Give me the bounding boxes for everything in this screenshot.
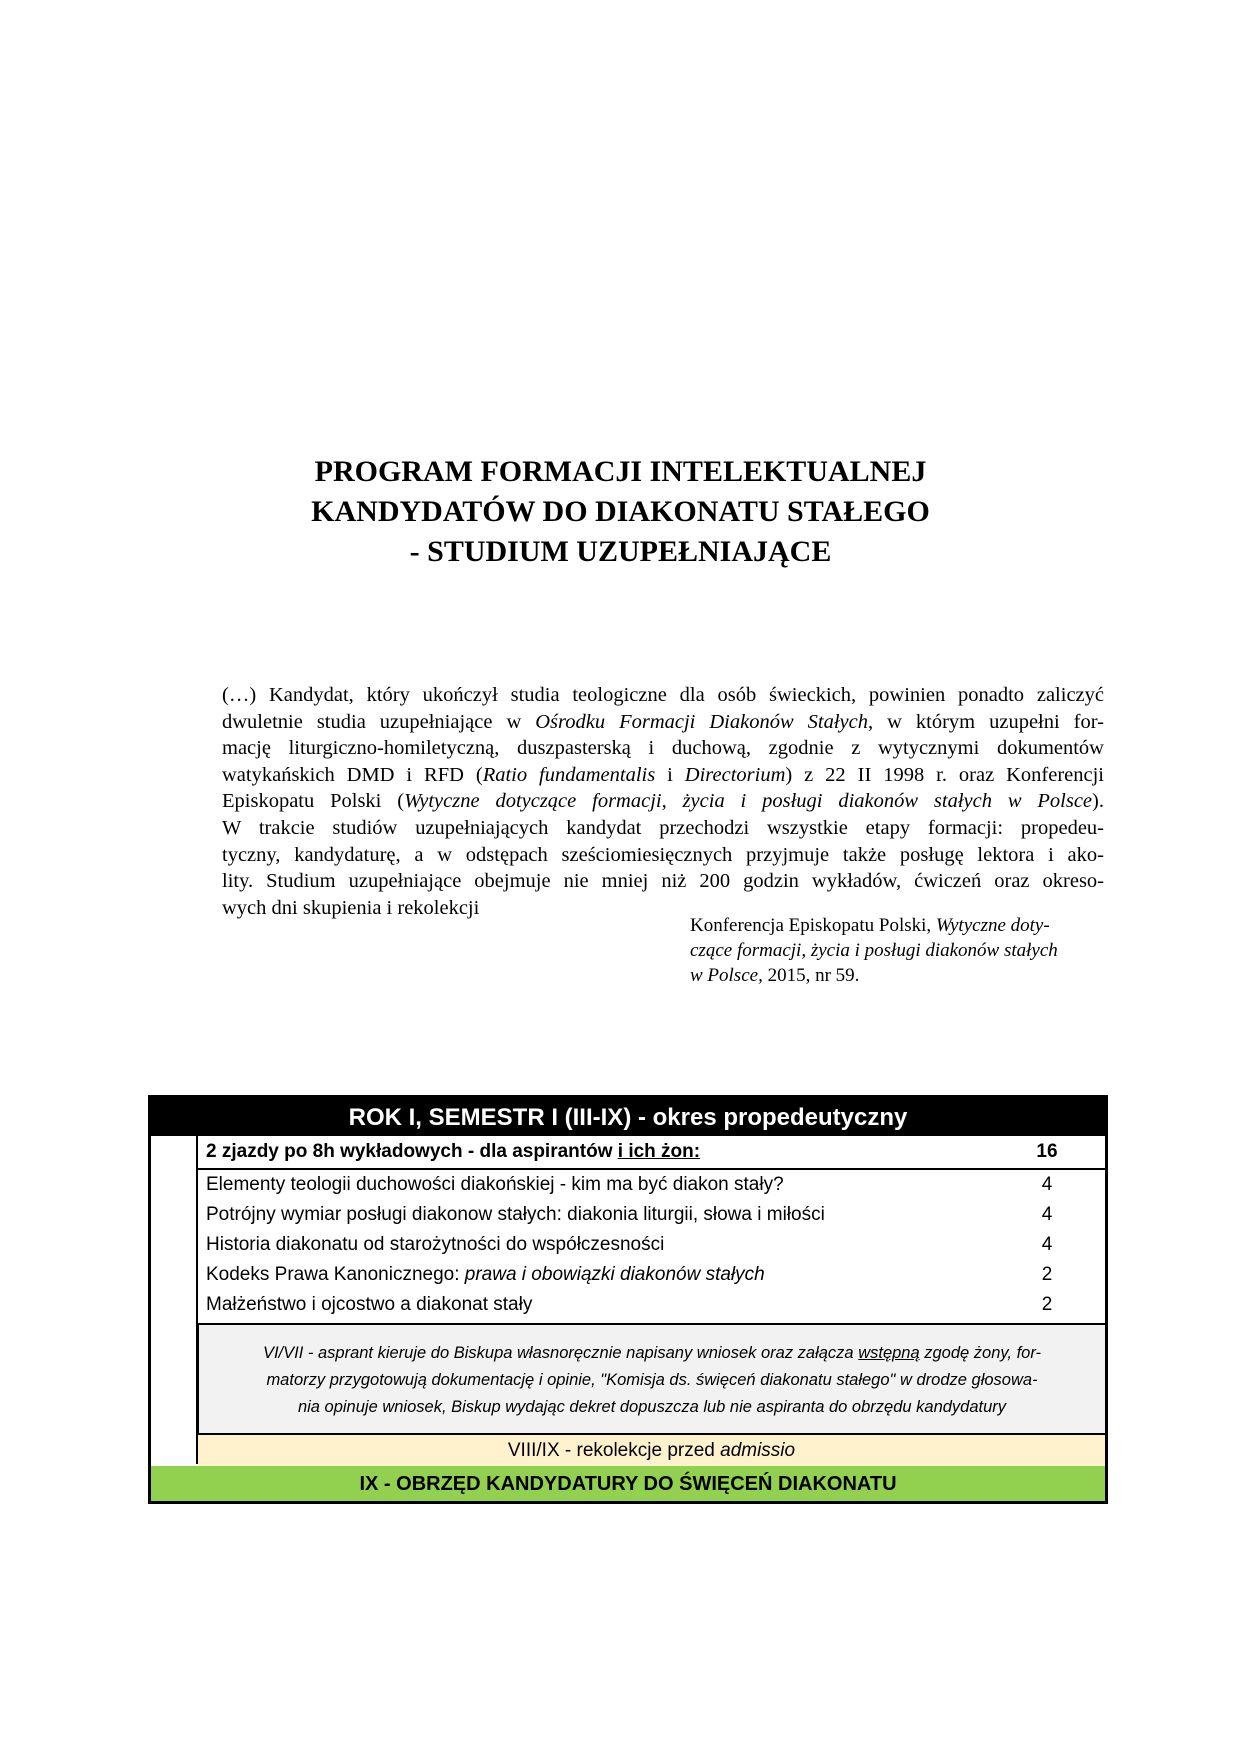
- quote-line: mację liturgiczno-homiletyczną, duszpasterską i duchową, zgodnie z wytycznymi dokumentów: [222, 737, 1104, 760]
- quote-line: wych dni skupienia i rekolekcji: [222, 896, 480, 919]
- quote-line: (…) Kandydat, który ukończył studia teologiczne dla osób świeckich, powinien ponadto zaliczyć: [222, 684, 1104, 706]
- procedure-note: [198, 1323, 1105, 1435]
- table-row: [198, 1230, 1105, 1260]
- retreat-row: [198, 1435, 1105, 1468]
- quote-text: ).: [1092, 790, 1104, 813]
- citation-italic: w Polsce,: [690, 965, 763, 986]
- citation: [690, 913, 1100, 988]
- table-row: [198, 1260, 1105, 1290]
- summary-hours: 16: [1036, 1141, 1058, 1162]
- title-line-2: KANDYDATÓW DO DIAKONATU STAŁEGO: [311, 495, 930, 528]
- row-hours: 4: [1041, 1204, 1053, 1225]
- note-text: VI/VII - asprant kieruje do Biskupa własnoręcznie napisany wniosek oraz załącza: [262, 1344, 859, 1362]
- citation-text: Konferencja Episkopatu Polski,: [690, 915, 936, 936]
- row-hours: 4: [1041, 1234, 1053, 1255]
- citation-line: [690, 963, 1100, 988]
- note-text: zgodę żony, for-: [919, 1344, 1042, 1362]
- quote-text: watykańskich DMD i RFD (: [222, 763, 483, 786]
- note-line: nia opinuje wniosek, Biskup wydając dekret dopuszcza lub nie aspiranta do obrzędu kandydatury: [297, 1398, 1007, 1416]
- row-label: Kodeks Prawa Kanonicznego:: [206, 1264, 465, 1285]
- row-label: Małżeństwo i ojcostwo a diakonat stały: [206, 1294, 533, 1315]
- quote-line: lity. Studium uzupełniające obejmuje nie mniej niż 200 godzin wykładów, ćwiczeń oraz okreso-: [222, 870, 1104, 893]
- row-hours: 2: [1041, 1294, 1053, 1315]
- quote-text: , w którym uzupełni for-: [867, 710, 1104, 733]
- quote-text: i: [655, 763, 685, 786]
- row-label: Historia diakonatu od starożytności do współczesności: [206, 1234, 665, 1255]
- quote-italic: Wytyczne dotyczące formacji, życia i posługi diakonów stałych w Polsce: [404, 790, 1093, 813]
- row-hours: 4: [1041, 1174, 1053, 1195]
- retreat-text: VIII/IX - rekolekcje przed: [507, 1440, 721, 1461]
- quote-line: [222, 762, 1104, 789]
- row-label: Potrójny wymiar posługi diakonow stałych: diakonia liturgii, słowa i miłości: [206, 1204, 825, 1225]
- summary-row: [198, 1136, 1105, 1170]
- title-line-1: PROGRAM FORMACJI INTELEKTUALNEJ: [314, 455, 927, 488]
- summary-label-underlined: i ich żon:: [617, 1141, 701, 1162]
- row-label-italic: prawa i obowiązki diakonów stałych: [464, 1264, 765, 1285]
- quote-italic: Ratio fundamentalis: [482, 763, 656, 786]
- row-label: Elementy teologii duchowości diakońskiej - kim ma być diakon stały?: [206, 1174, 784, 1195]
- quote-line: W trakcie studiów uzupełniających kandydat przechodzi wszystkie etapy formacji: propedeu-: [222, 816, 1104, 839]
- quote-paragraph: [222, 682, 1104, 921]
- note-line: matorzy przygotowują dokumentację i opinie, "Komisja ds. święceń diakonatu stałego" w drodze głosowa-: [266, 1371, 1038, 1389]
- table-row: [198, 1290, 1105, 1320]
- note-underlined: wstępną: [858, 1344, 920, 1362]
- row-hours: 2: [1041, 1264, 1053, 1285]
- citation-text: 2015, nr 59.: [762, 965, 860, 986]
- summary-label: 2 zjazdy po 8h wykładowych - dla aspirantów: [206, 1141, 618, 1162]
- quote-text: dwuletnie studia uzupełniające w: [222, 710, 536, 733]
- side-column: [151, 1136, 198, 1464]
- title-line-3: - STUDIUM UZUPEŁNIAJĄCE: [409, 535, 832, 568]
- quote-text: Episkopatu Polski (: [222, 790, 405, 813]
- table-rows: [198, 1136, 1105, 1320]
- citation-italic: czące formacji, życia i posługi diakonów stałych: [690, 940, 1058, 961]
- curriculum-table: [148, 1095, 1108, 1504]
- quote-line: [222, 709, 1104, 736]
- quote-text: ) z 22 II 1998 r. oraz Konferencji: [785, 763, 1104, 786]
- quote-italic: Directorium: [684, 763, 786, 786]
- table-header: ROK I, SEMESTR I (III-IX) - okres propedeutyczny: [151, 1098, 1105, 1136]
- citation-line: [690, 913, 1100, 938]
- quote-line: [222, 788, 1104, 815]
- table-row: [198, 1170, 1105, 1200]
- candidacy-rite-row: IX - OBRZĘD KANDYDATURY DO ŚWIĘCEŃ DIAKONATU: [151, 1466, 1105, 1501]
- retreat-italic: admissio: [720, 1440, 796, 1461]
- citation-italic: Wytyczne doty-: [935, 915, 1050, 936]
- table-row: [198, 1200, 1105, 1230]
- quote-line: tyczny, kandydaturę, a w odstępach sześciomiesięcznych przyjmuje także posługę lektora i ako-: [222, 843, 1104, 866]
- citation-line: [690, 938, 1100, 963]
- document-title: [0, 452, 1241, 572]
- quote-italic: Ośrodku Formacji Diakonów Stałych: [535, 710, 868, 733]
- note-line: [199, 1340, 1105, 1367]
